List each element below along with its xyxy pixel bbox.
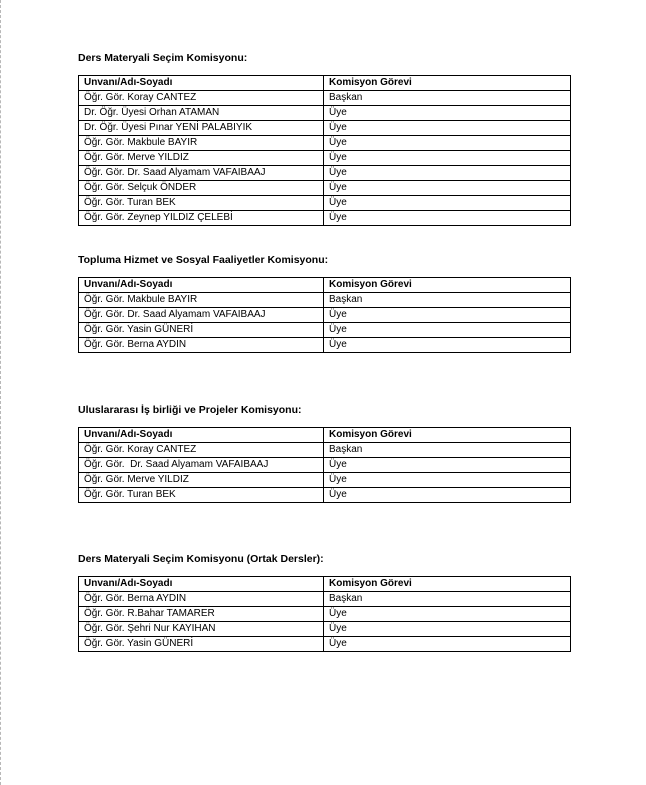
member-role: Üye xyxy=(324,136,571,151)
member-role: Üye xyxy=(324,181,571,196)
table-header-row xyxy=(79,428,571,443)
member-role: Üye xyxy=(324,196,571,211)
member-role: Üye xyxy=(324,338,571,353)
table-header-row xyxy=(79,76,571,91)
table-row xyxy=(79,488,571,503)
section-ortak-dersler xyxy=(78,552,570,652)
member-role: Üye xyxy=(324,488,571,503)
member-role: Üye xyxy=(324,622,571,637)
member-role: Başkan xyxy=(324,91,571,106)
member-name: Öğr. Gör. Makbule BAYIR xyxy=(79,293,324,308)
member-role: Başkan xyxy=(324,443,571,458)
table-row xyxy=(79,151,571,166)
table-row xyxy=(79,607,571,622)
table-row xyxy=(79,443,571,458)
member-role: Üye xyxy=(324,458,571,473)
member-name: Öğr. Gör. Dr. Saad Alyamam VAFAIBAAJ xyxy=(79,166,324,181)
member-role: Üye xyxy=(324,106,571,121)
table-row xyxy=(79,637,571,652)
section-uluslararasi xyxy=(78,403,570,503)
member-name: Öğr. Gör. Turan BEK xyxy=(79,196,324,211)
member-name: Öğr. Gör. Koray CANTEZ xyxy=(79,443,324,458)
committee-table xyxy=(78,277,571,353)
member-name: Dr. Öğr. Üyesi Pınar YENİ PALABIYIK xyxy=(79,121,324,136)
member-name: Dr. Öğr. Üyesi Orhan ATAMAN xyxy=(79,106,324,121)
member-name: Öğr. Gör. Merve YILDIZ xyxy=(79,151,324,166)
table-header-row xyxy=(79,577,571,592)
member-name: Öğr. Gör. Zeynep YILDIZ ÇELEBİ xyxy=(79,211,324,226)
column-header-name: Unvanı/Adı-Soyadı xyxy=(79,76,324,91)
table-row xyxy=(79,622,571,637)
column-header-role: Komisyon Görevi xyxy=(324,577,571,592)
table-row xyxy=(79,458,571,473)
table-row xyxy=(79,308,571,323)
member-role: Üye xyxy=(324,121,571,136)
table-row xyxy=(79,136,571,151)
member-role: Üye xyxy=(324,151,571,166)
committee-table xyxy=(78,576,571,652)
table-row xyxy=(79,91,571,106)
section-title: Ders Materyali Seçim Komisyonu (Ortak Dersler): xyxy=(78,553,324,565)
section-ders-materyali xyxy=(78,51,570,226)
column-header-name: Unvanı/Adı-Soyadı xyxy=(79,577,324,592)
section-title: Ders Materyali Seçim Komisyonu: xyxy=(78,52,248,64)
member-role: Üye xyxy=(324,637,571,652)
column-header-name: Unvanı/Adı-Soyadı xyxy=(79,278,324,293)
member-role: Üye xyxy=(324,473,571,488)
table-row xyxy=(79,211,571,226)
column-header-name: Unvanı/Adı-Soyadı xyxy=(79,428,324,443)
member-name: Öğr. Gör. Merve YILDIZ xyxy=(79,473,324,488)
member-name: Öğr. Gör. R.Bahar TAMARER xyxy=(79,607,324,622)
member-name: Öğr. Gör. Berna AYDIN xyxy=(79,338,324,353)
member-name: Öğr. Gör. Koray CANTEZ xyxy=(79,91,324,106)
member-name: Öğr. Gör. Selçuk ÖNDER xyxy=(79,181,324,196)
table-row xyxy=(79,323,571,338)
member-name: Öğr. Gör. Turan BEK xyxy=(79,488,324,503)
page-margin-edge xyxy=(0,0,2,785)
member-role: Üye xyxy=(324,308,571,323)
committee-table xyxy=(78,427,571,503)
column-header-role: Komisyon Görevi xyxy=(324,428,571,443)
member-role: Üye xyxy=(324,607,571,622)
member-name: Öğr. Gör. Yasin GÜNERİ xyxy=(79,637,324,652)
section-title: Topluma Hizmet ve Sosyal Faaliyetler Komisyonu: xyxy=(78,254,329,266)
table-row xyxy=(79,106,571,121)
section-title: Uluslararası İş birliği ve Projeler Komisyonu: xyxy=(78,404,302,416)
member-role: Üye xyxy=(324,323,571,338)
member-role: Üye xyxy=(324,166,571,181)
section-topluma-hizmet xyxy=(78,253,570,353)
member-name: Öğr. Gör. Dr. Saad Alyamam VAFAIBAAJ xyxy=(79,458,324,473)
committee-table xyxy=(78,75,571,226)
member-role: Başkan xyxy=(324,293,571,308)
table-row xyxy=(79,166,571,181)
member-name: Öğr. Gör. Makbule BAYIR xyxy=(79,136,324,151)
table-row xyxy=(79,181,571,196)
table-row xyxy=(79,196,571,211)
member-name: Öğr. Gör. Yasin GÜNERİ xyxy=(79,323,324,338)
column-header-role: Komisyon Görevi xyxy=(324,278,571,293)
table-header-row xyxy=(79,278,571,293)
member-role: Üye xyxy=(324,211,571,226)
table-row xyxy=(79,338,571,353)
member-name: Öğr. Gör. Şehri Nur KAYIHAN xyxy=(79,622,324,637)
member-name: Öğr. Gör. Berna AYDIN xyxy=(79,592,324,607)
table-row xyxy=(79,121,571,136)
column-header-role: Komisyon Görevi xyxy=(324,76,571,91)
table-row xyxy=(79,293,571,308)
table-row xyxy=(79,473,571,488)
table-row xyxy=(79,592,571,607)
member-name: Öğr. Gör. Dr. Saad Alyamam VAFAIBAAJ xyxy=(79,308,324,323)
member-role: Başkan xyxy=(324,592,571,607)
